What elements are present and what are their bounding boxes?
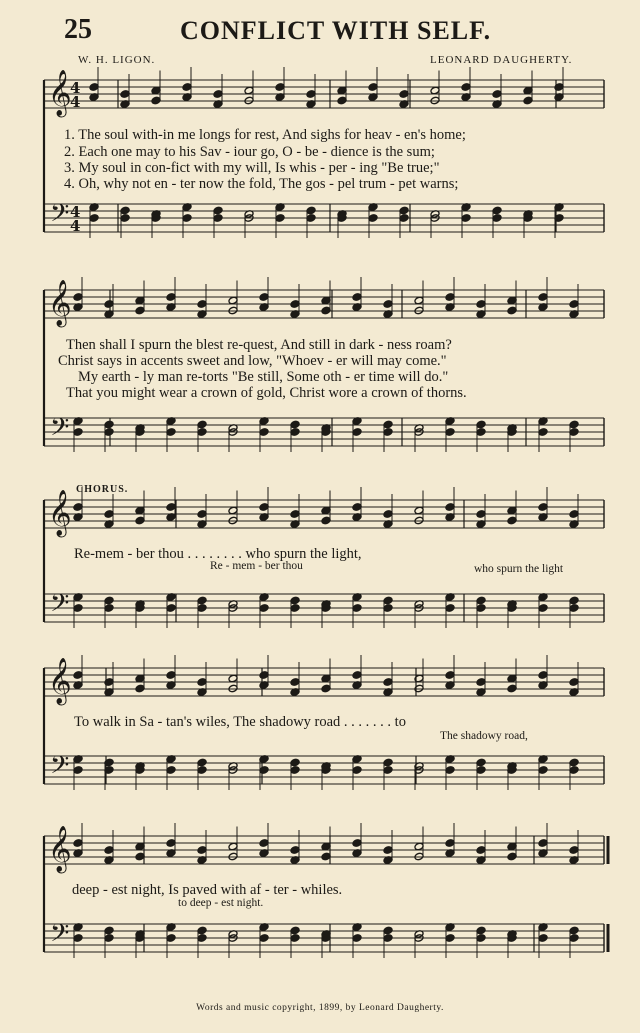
- chorus-lyric-3: deep - est night, Is paved with af - ter - whiles.: [72, 882, 343, 898]
- note-head: [476, 926, 486, 935]
- note-head: [166, 503, 176, 512]
- note-head: [383, 300, 393, 309]
- note-head: [383, 428, 393, 437]
- note-head: [104, 510, 114, 519]
- note-head: [569, 300, 579, 309]
- note-head: [104, 428, 114, 437]
- note-head: [259, 604, 269, 613]
- note-head: [73, 671, 83, 680]
- bass-clef: 𝄢: [50, 919, 70, 954]
- note-head: [259, 503, 269, 512]
- note-head: [104, 604, 114, 613]
- note-head: [89, 214, 99, 223]
- note-head: [197, 934, 207, 943]
- note-head: [306, 214, 316, 223]
- note-head: [414, 506, 424, 515]
- note-head: [352, 428, 362, 437]
- note-head: [352, 604, 362, 613]
- note-head: [290, 596, 300, 605]
- note-head: [538, 503, 548, 512]
- verse-1-line-2: Then shall I spurn the blest re-quest, And still in dark - ness roam?: [66, 337, 452, 353]
- note-head: [290, 758, 300, 767]
- note-head: [461, 83, 471, 92]
- treble-clef: 𝄞: [48, 826, 72, 872]
- note-head: [414, 842, 424, 851]
- note-head: [445, 503, 455, 512]
- note-head: [197, 604, 207, 613]
- note-head: [383, 846, 393, 855]
- note-head: [290, 678, 300, 687]
- note-head: [259, 766, 269, 775]
- verse-2-line-2: Christ says in accents sweet and low, "Whoev - er will may come.": [58, 353, 447, 369]
- note-head: [445, 428, 455, 437]
- note-head: [135, 296, 145, 305]
- chorus-sublyric-1a: Re - mem - ber thou: [210, 560, 303, 572]
- note-head: [197, 596, 207, 605]
- note-head: [414, 296, 424, 305]
- note-head: [352, 503, 362, 512]
- note-head: [290, 510, 300, 519]
- note-head: [368, 83, 378, 92]
- note-head: [569, 766, 579, 775]
- note-head: [259, 293, 269, 302]
- note-head: [507, 852, 517, 861]
- note-head: [73, 293, 83, 302]
- note-head: [290, 766, 300, 775]
- composer-credit: LEONARD DAUGHERTY.: [430, 54, 573, 66]
- bass-clef: 𝄢: [50, 589, 70, 624]
- verse-4-line-1: 4. Oh, why not en - ter now the fold, The gos - pel trum - pet warns;: [64, 176, 459, 192]
- note-head: [73, 839, 83, 848]
- note-head: [135, 306, 145, 315]
- verse-1-line-1: 1. The soul with-in me longs for rest, And sighs for heav - en's home;: [64, 127, 466, 143]
- note-head: [197, 420, 207, 429]
- note-head: [244, 86, 254, 95]
- note-head: [476, 758, 486, 767]
- note-head: [166, 671, 176, 680]
- note-head: [538, 839, 548, 848]
- note-head: [290, 934, 300, 943]
- note-head: [430, 86, 440, 95]
- note-head: [290, 420, 300, 429]
- note-head: [259, 671, 269, 680]
- note-head: [569, 758, 579, 767]
- note-head: [569, 604, 579, 613]
- note-head: [135, 674, 145, 683]
- note-head: [507, 842, 517, 851]
- note-head: [290, 428, 300, 437]
- note-head: [337, 96, 347, 105]
- note-head: [352, 671, 362, 680]
- note-head: [492, 214, 502, 223]
- note-head: [275, 214, 285, 223]
- note-head: [197, 766, 207, 775]
- note-head: [73, 503, 83, 512]
- note-head: [89, 83, 99, 92]
- note-head: [476, 934, 486, 943]
- note-head: [290, 604, 300, 613]
- hymn-number: 25: [64, 14, 92, 45]
- note-head: [569, 934, 579, 943]
- note-head: [569, 510, 579, 519]
- note-head: [182, 83, 192, 92]
- note-head: [104, 420, 114, 429]
- treble-clef: 𝄞: [48, 490, 72, 536]
- note-head: [445, 766, 455, 775]
- verse-3-line-2: My earth - ly man re-torts "Be still, Some oth - er time will do.": [78, 369, 449, 385]
- note-head: [476, 596, 486, 605]
- note-head: [383, 510, 393, 519]
- note-head: [476, 300, 486, 309]
- note-head: [213, 90, 223, 99]
- chorus-sublyric-3: to deep - est night.: [178, 897, 264, 909]
- time-signature: 4: [70, 217, 81, 235]
- note-head: [507, 684, 517, 693]
- note-head: [120, 90, 130, 99]
- verse-2-line-1: 2. Each one may to his Sav - iour go, O - be - dience is the sum;: [64, 144, 435, 160]
- note-head: [151, 96, 161, 105]
- note-head: [213, 206, 223, 215]
- note-head: [197, 758, 207, 767]
- note-head: [476, 846, 486, 855]
- note-head: [135, 506, 145, 515]
- note-head: [259, 934, 269, 943]
- note-head: [290, 846, 300, 855]
- note-head: [399, 206, 409, 215]
- note-head: [445, 839, 455, 848]
- note-head: [383, 596, 393, 605]
- treble-clef: 𝄞: [48, 280, 72, 326]
- note-head: [306, 206, 316, 215]
- note-head: [104, 934, 114, 943]
- note-head: [166, 604, 176, 613]
- note-head: [383, 926, 393, 935]
- note-head: [399, 214, 409, 223]
- note-head: [321, 506, 331, 515]
- note-head: [228, 506, 238, 515]
- hymn-title: CONFLICT WITH SELF.: [180, 16, 492, 45]
- note-head: [197, 428, 207, 437]
- note-head: [445, 934, 455, 943]
- time-signature: 4: [70, 203, 81, 221]
- note-head: [476, 428, 486, 437]
- note-head: [445, 293, 455, 302]
- note-head: [197, 300, 207, 309]
- note-head: [151, 86, 161, 95]
- bass-clef: 𝄢: [50, 199, 70, 234]
- note-head: [120, 206, 130, 215]
- note-head: [228, 674, 238, 683]
- treble-clef: 𝄞: [48, 658, 72, 704]
- chorus-lyric-2: To walk in Sa - tan's wiles, The shadowy road . . . . . . . to: [74, 714, 406, 730]
- note-head: [73, 604, 83, 613]
- note-head: [166, 934, 176, 943]
- note-head: [507, 306, 517, 315]
- chorus-sublyric-2: The shadowy road,: [440, 730, 528, 742]
- note-head: [445, 671, 455, 680]
- note-head: [445, 604, 455, 613]
- note-head: [383, 678, 393, 687]
- note-head: [352, 766, 362, 775]
- note-head: [569, 428, 579, 437]
- note-head: [383, 934, 393, 943]
- note-head: [104, 926, 114, 935]
- note-head: [290, 300, 300, 309]
- note-head: [569, 846, 579, 855]
- note-head: [383, 420, 393, 429]
- note-head: [399, 90, 409, 99]
- note-head: [368, 214, 378, 223]
- treble-clef: 𝄞: [48, 70, 72, 116]
- note-head: [73, 766, 83, 775]
- note-head: [492, 206, 502, 215]
- chorus-lyric-1: Re-mem - ber thou . . . . . . . . who spurn the light,: [74, 546, 362, 562]
- time-signature: 4: [70, 79, 81, 97]
- note-head: [538, 766, 548, 775]
- note-head: [461, 214, 471, 223]
- note-head: [182, 214, 192, 223]
- note-head: [352, 293, 362, 302]
- note-head: [383, 758, 393, 767]
- note-head: [538, 293, 548, 302]
- copyright-notice: Words and music copyright, 1899, by Leonard Daugherty.: [196, 1003, 444, 1013]
- note-head: [73, 428, 83, 437]
- bass-clef: 𝄢: [50, 751, 70, 786]
- note-head: [166, 839, 176, 848]
- note-head: [476, 420, 486, 429]
- verse-4-line-2: That you might wear a crown of gold, Christ wore a crown of thorns.: [66, 385, 467, 401]
- note-head: [197, 926, 207, 935]
- note-head: [538, 428, 548, 437]
- note-head: [383, 766, 393, 775]
- note-head: [228, 842, 238, 851]
- note-head: [523, 96, 533, 105]
- note-head: [104, 596, 114, 605]
- note-head: [523, 86, 533, 95]
- note-head: [538, 671, 548, 680]
- note-head: [569, 926, 579, 935]
- note-head: [476, 510, 486, 519]
- note-head: [569, 678, 579, 687]
- note-head: [507, 506, 517, 515]
- chorus-sublyric-1b: who spurn the light: [474, 563, 564, 575]
- note-head: [197, 510, 207, 519]
- note-head: [492, 90, 502, 99]
- lyricist-credit: W. H. LIGON.: [78, 54, 156, 66]
- note-head: [290, 926, 300, 935]
- note-head: [104, 300, 114, 309]
- note-head: [321, 296, 331, 305]
- note-head: [569, 596, 579, 605]
- note-head: [166, 766, 176, 775]
- note-head: [213, 214, 223, 223]
- note-head: [538, 604, 548, 613]
- chorus-label: CHORUS.: [76, 484, 129, 495]
- note-head: [476, 678, 486, 687]
- note-head: [507, 674, 517, 683]
- note-head: [135, 516, 145, 525]
- note-head: [321, 674, 331, 683]
- note-head: [507, 516, 517, 525]
- note-head: [569, 420, 579, 429]
- note-head: [538, 934, 548, 943]
- note-head: [135, 684, 145, 693]
- note-head: [166, 293, 176, 302]
- bass-clef: 𝄢: [50, 413, 70, 448]
- note-head: [352, 934, 362, 943]
- note-head: [275, 83, 285, 92]
- note-head: [383, 604, 393, 613]
- note-head: [337, 86, 347, 95]
- note-head: [197, 678, 207, 687]
- note-head: [228, 296, 238, 305]
- verse-3-line-1: 3. My soul in con-fict with my will, Is whis - per - ing "Be true;": [64, 160, 440, 176]
- note-head: [321, 306, 331, 315]
- note-head: [321, 516, 331, 525]
- note-head: [104, 846, 114, 855]
- note-head: [73, 934, 83, 943]
- note-head: [321, 684, 331, 693]
- note-head: [259, 428, 269, 437]
- note-head: [306, 90, 316, 99]
- time-signature: 4: [70, 93, 81, 111]
- note-head: [166, 428, 176, 437]
- note-head: [352, 839, 362, 848]
- note-head: [507, 296, 517, 305]
- note-head: [197, 846, 207, 855]
- note-head: [259, 839, 269, 848]
- note-head: [120, 214, 130, 223]
- note-head: [476, 766, 486, 775]
- note-head: [476, 604, 486, 613]
